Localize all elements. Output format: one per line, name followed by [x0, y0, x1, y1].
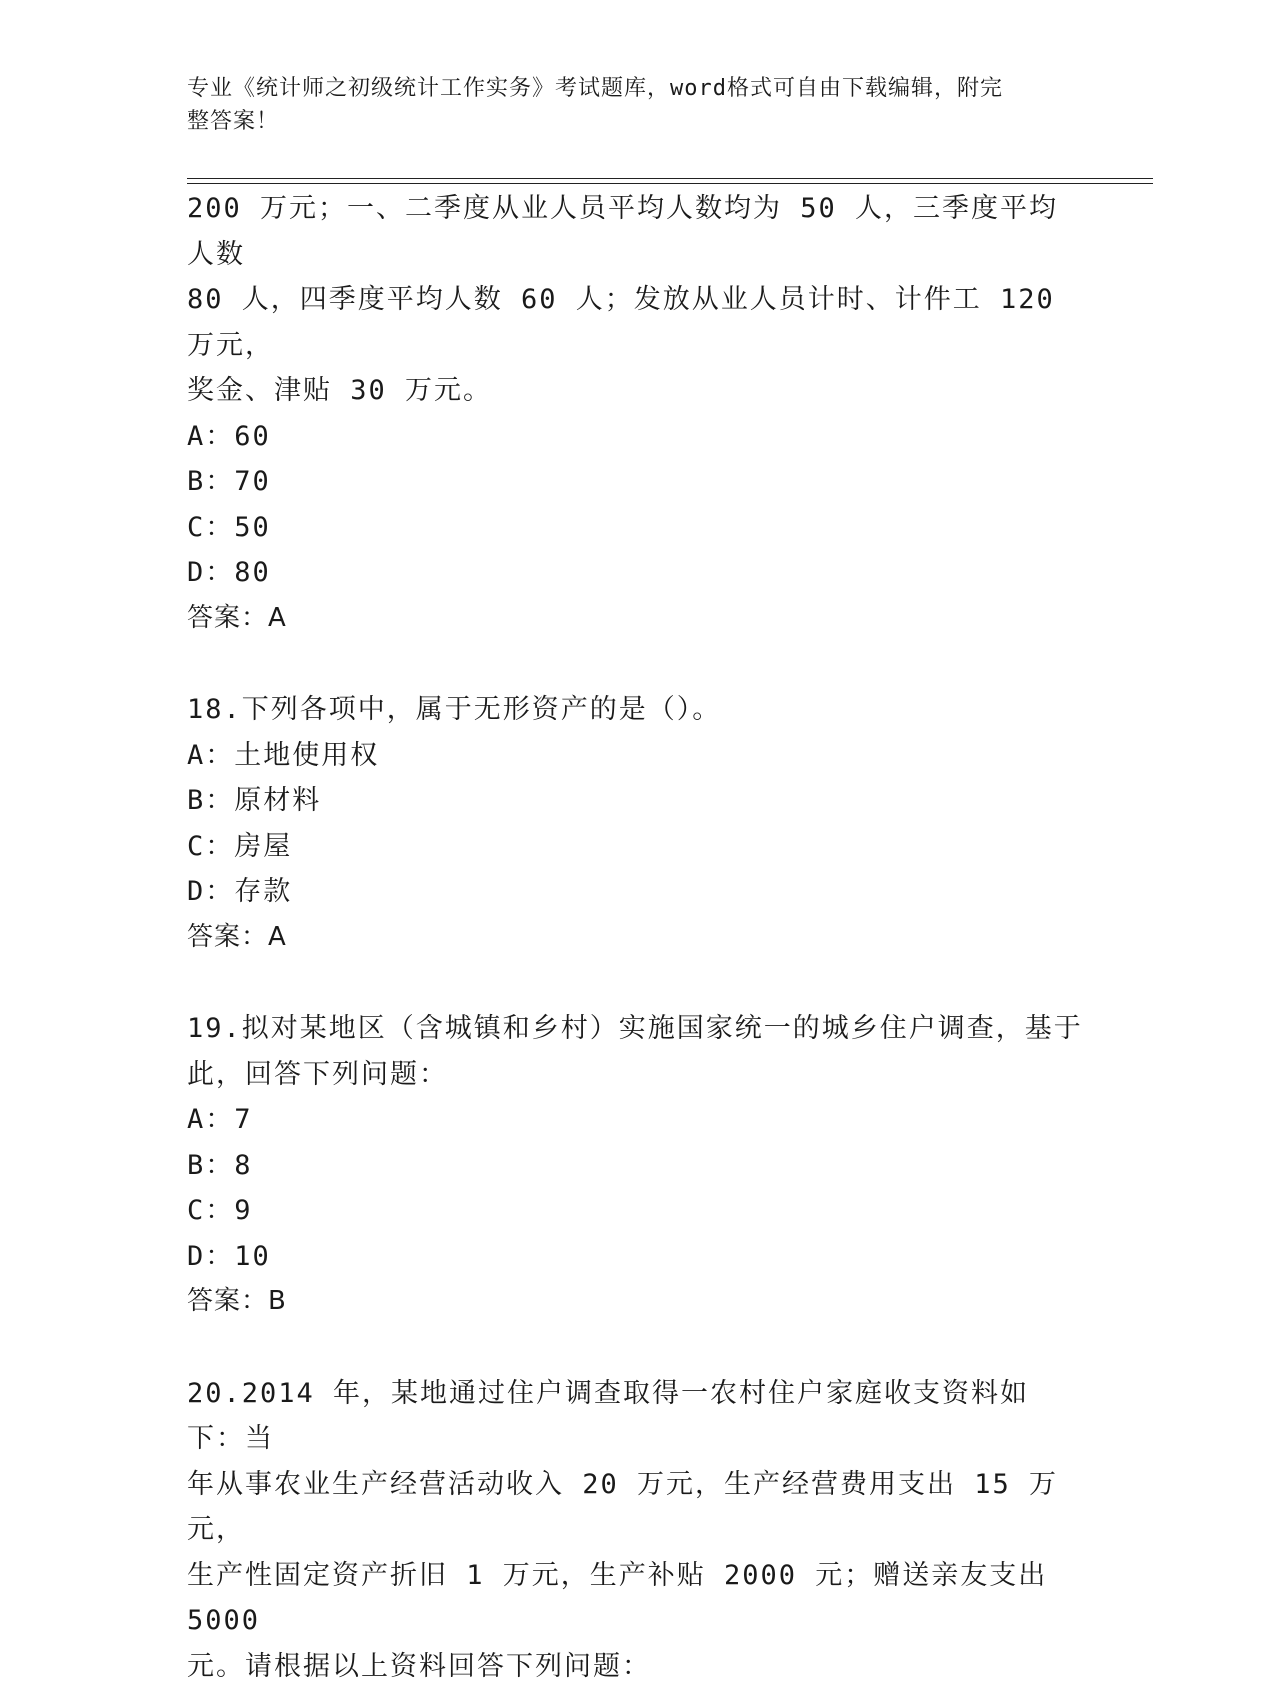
option-c: C：房屋 [187, 824, 1087, 870]
question-text-line: 18.下列各项中，属于无形资产的是（）。 [187, 687, 1087, 733]
header-line-1: 专业《统计师之初级统计工作实务》考试题库，word格式可自由下载编辑，附完 [187, 72, 1077, 105]
option-b: B：8 [187, 1143, 1087, 1189]
question-19 [187, 1006, 1087, 1325]
answer-line: 答案：A [187, 596, 1087, 642]
document-body [187, 186, 1087, 1689]
option-c: C：9 [187, 1188, 1087, 1234]
option-a: A：60 [187, 414, 1087, 460]
option-d: D：10 [187, 1234, 1087, 1280]
question-text-line: 80 人，四季度平均人数 60 人；发放从业人员计时、计件工 120 万元， [187, 277, 1087, 368]
question-text-line: 生产性固定资产折旧 1 万元，生产补贴 2000 元；赠送亲友支出 5000 [187, 1553, 1087, 1644]
answer-line: 答案：B [187, 1279, 1087, 1325]
option-a: A：土地使用权 [187, 733, 1087, 779]
question-text-line: 年从事农业生产经营活动收入 20 万元，生产经营费用支出 15 万元， [187, 1462, 1087, 1553]
question-text-line: 此，回答下列问题： [187, 1052, 1087, 1098]
answer-line: 答案：A [187, 915, 1087, 961]
option-b: B：70 [187, 459, 1087, 505]
question-text-line: 19.拟对某地区（含城镇和乡村）实施国家统一的城乡住户调查，基于 [187, 1006, 1087, 1052]
question-text-line: 元。请根据以上资料回答下列问题： [187, 1644, 1087, 1689]
question-continued [187, 186, 1087, 641]
question-text-line: 20.2014 年，某地通过住户调查取得一农村住户家庭收支资料如下：当 [187, 1371, 1087, 1462]
question-text-line: 200 万元；一、二季度从业人员平均人数均为 50 人，三季度平均人数 [187, 186, 1087, 277]
question-18 [187, 687, 1087, 960]
question-20 [187, 1371, 1087, 1689]
option-d: D：80 [187, 550, 1087, 596]
option-c: C：50 [187, 505, 1087, 551]
option-d: D：存款 [187, 869, 1087, 915]
header-rule-top [187, 178, 1153, 179]
question-text-line: 奖金、津贴 30 万元。 [187, 368, 1087, 414]
header-rule-bottom [187, 183, 1153, 184]
header-line-2: 整答案！ [187, 105, 1077, 138]
option-a: A：7 [187, 1097, 1087, 1143]
option-b: B：原材料 [187, 778, 1087, 824]
document-header [187, 72, 1077, 138]
